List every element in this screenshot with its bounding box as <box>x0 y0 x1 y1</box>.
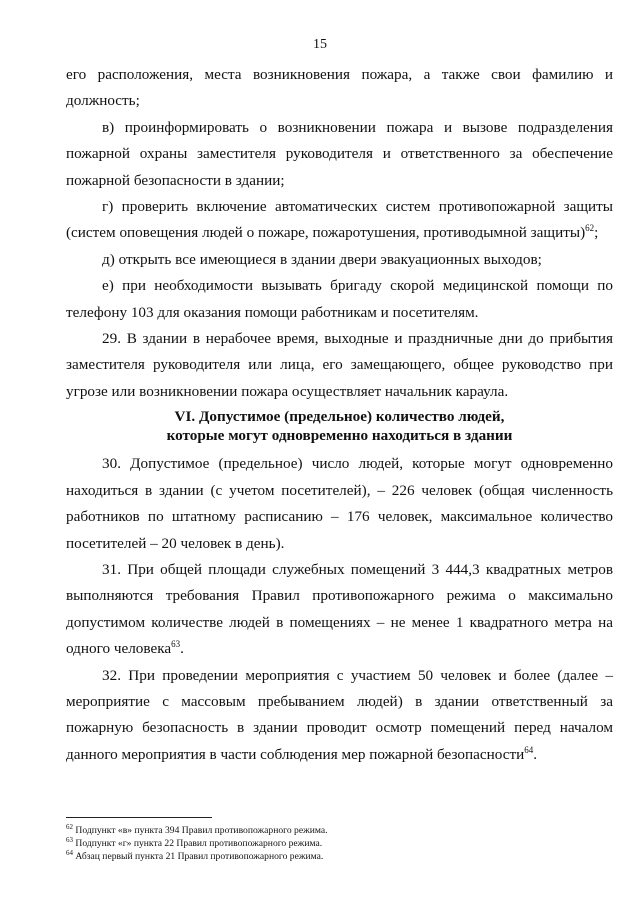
paragraph-continuation: его расположения, места возникновения пожара, а также свои фамилию и должность; <box>66 66 613 110</box>
paragraph-item-e: е) при необходимости вызывать бригаду скорой медицинской помощи по телефону 103 для оказания помощи работникам и посетителям. <box>66 277 613 321</box>
page-number: 15 <box>313 37 327 52</box>
paragraph-item-g: г) проверить включение автоматических систем противопожарной защиты (систем оповещения людей о пожаре, пожаротушения, противодымной защиты)$^{62}$; <box>66 198 613 242</box>
paragraph-31: 31. При общей площади служебных помещений 3 444,3 квадратных метров выполняются требования Правил противопожарного режима о максимально допустимом количестве людей в помещениях – не менее 1 квадратного метра на одного человека$^{63}$. <box>66 560 613 658</box>
section-heading: VI. Допустимое (предельное) количество людей, которые могут одновременно находиться в здании <box>166 408 513 445</box>
document-body <box>66 62 613 768</box>
footnote-separator <box>66 817 212 818</box>
footnote-ref: 63 <box>171 639 181 650</box>
footnote-63: $^{63}$ Подпункт «г» пункта 22 Правил противопожарного режима. <box>66 835 323 849</box>
footnote-ref: 64 <box>524 744 534 755</box>
footnote-64: $^{64}$ Абзац первый пункта 21 Правил противопожарного режима. <box>66 848 324 862</box>
footnote-62: $^{62}$ Подпункт «в» пункта 394 Правил противопожарного режима. <box>66 822 328 836</box>
paragraph-item-d: д) открыть все имеющиеся в здании двери эвакуационных выходов; <box>102 250 542 268</box>
footnotes <box>66 824 613 863</box>
paragraph-item-v: в) проинформировать о возникновении пожара и вызове подразделения пожарной охраны заместителя руководителя и ответственного за обеспечение пожарной безопасности в здании; <box>66 118 613 189</box>
paragraph-30: 30. Допустимое (предельное) число людей, которые могут одновременно находиться в здании (с учетом посетителей), – 226 человек (общая численность работников по штатному расписанию – 176 человек, максимальное количество посетителей – 20 человек в день). <box>66 455 613 552</box>
footnote-ref: 62 <box>585 223 595 234</box>
paragraph-32: 32. При проведении мероприятия с участием 50 человек и более (далее – мероприятие с массовым пребыванием людей) в здании ответственный за пожарную безопасность в здании проводит осмотр помещений перед началом данного мероприятия в части соблюдения мер пожарной безопасности$^{64}$. <box>66 666 613 763</box>
paragraph-29: 29. В здании в нерабочее время, выходные и праздничные дни до прибытия заместителя руководителя или лица, его замещающего, общее руководство при угрозе или возникновении пожара осуществляет начальник караула. <box>66 330 613 400</box>
